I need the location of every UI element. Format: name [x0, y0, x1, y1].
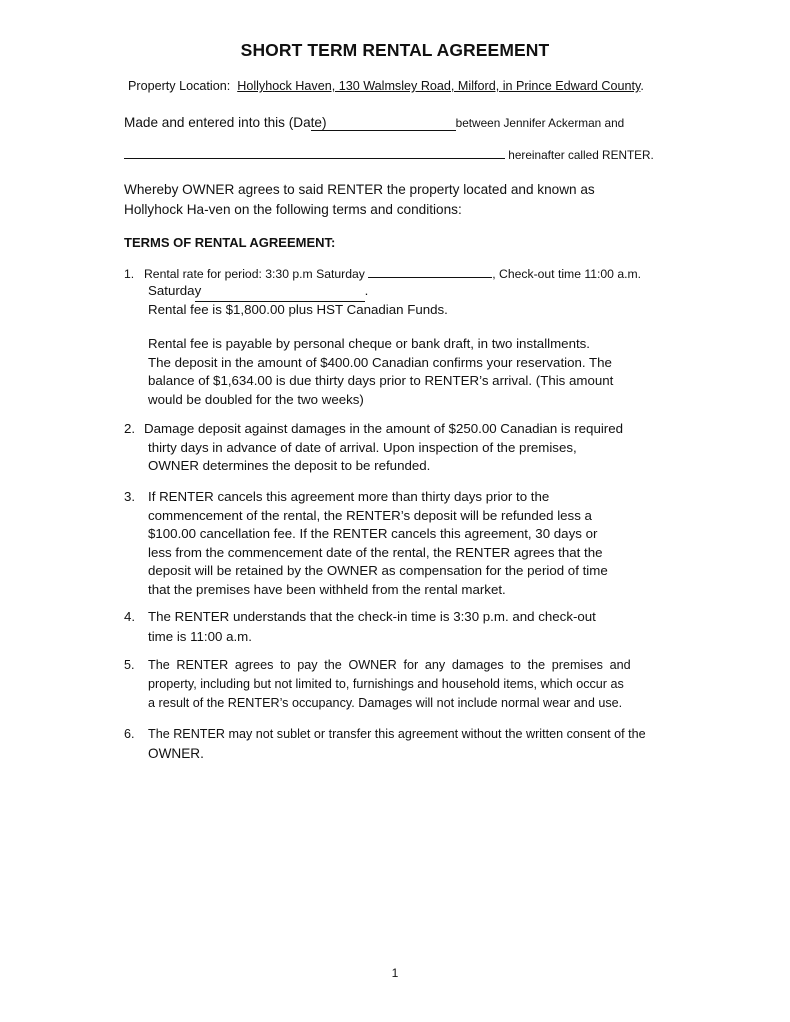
- document-page: SHORT TERM RENTAL AGREEMENT Property Location: Hollyhock Haven, 130 Walmsley Road, Milford, in Prince Edward County. Made and entered into this (Date) between Jennifer Ackerman and hereinafter called RENTER. Whereby OWNER agrees to said RENTER the property located and known as Hollyhock Ha-ven on the following terms and conditions: TERMS OF RENTAL AGREEMENT: 1. Rental rate for period: 3:30 p.m Saturday , Check-out time 11:00 a.m. Saturday . Rental fee is $1,800.00 plus HST Canadian Funds. Rental fee is payable by personal cheque or bank draft, in two installments. The deposit in the amount of $400.00 Canadian confirms your reservation. The balance of $1,634.00 is due thirty days prior to RENTER’s arrival. (This amount would be doubled for the two weeks) 2. Damage deposit against damages in the amount of $250.00 Canadian is required thirty days in advance of date of arrival. Upon inspection of the premises, OWNER determines the deposit to be refunded. 3. If RENTER cancels this agreement more than thirty days prior to the commencement of the rental, the RENTER’s deposit will be refunded less a $100.00 cancellation fee. If the RENTER cancels this agreement, 30 days or less from the commencement date of the rental, the RENTER agrees that the deposit will be retained by the OWNER as compensation for the period of time that the premises have been withheld from the rental market. 4. The RENTER understands that the check-in time is 3:30 p.m. and check-out time is 11:00 a.m. 5. The RENTER agrees to pay the OWNER for any damages to the premises and property, including but not limited to, furnishings and household items, which occur as a result of the RENTER’s occupancy. Damages will not include normal wear and use. 6. The RENTER may not sublet or transfer this agreement without the written consent of the OWNER. 1: [0, 0, 790, 1022]
- whereby-paragraph: Whereby OWNER agrees to said RENTER the property located and known as Hollyhock Ha-ven on the following terms and conditions:: [124, 182, 595, 217]
- terms-heading: TERMS OF RENTAL AGREEMENT:: [124, 235, 336, 250]
- property-location: Property Location: Hollyhock Haven, 130 Walmsley Road, Milford, in Prince Edward County.: [128, 79, 644, 93]
- property-location-value: Hollyhock Haven, 130 Walmsley Road, Milford, in Prince Edward County: [237, 79, 641, 93]
- renter-name-line: hereinafter called RENTER.: [124, 146, 654, 162]
- made-and-entered-line: Made and entered into this (Date) between Jennifer Ackerman and: [124, 115, 625, 130]
- payment-terms: Rental fee is payable by personal cheque or bank draft, in two installments. The deposit in the amount of $400.00 Canadian confirms your reservation. The balance of $1,634.00 is due thirty days prior to RENTER’s arrival. (This amount would be doubled for the two weeks): [148, 336, 614, 407]
- renter-name-blank-field[interactable]: [124, 146, 505, 159]
- checkout-date-blank-field[interactable]: y: [195, 282, 365, 302]
- document-title: SHORT TERM RENTAL AGREEMENT: [240, 40, 550, 60]
- property-location-label: Property Location:: [128, 79, 231, 93]
- checkin-date-blank-field[interactable]: [368, 277, 492, 278]
- date-blank-field[interactable]: te): [311, 115, 456, 131]
- page-number: 1: [391, 966, 399, 980]
- rental-fee-line: Rental fee is $1,800.00 plus HST Canadian Funds.: [148, 302, 448, 317]
